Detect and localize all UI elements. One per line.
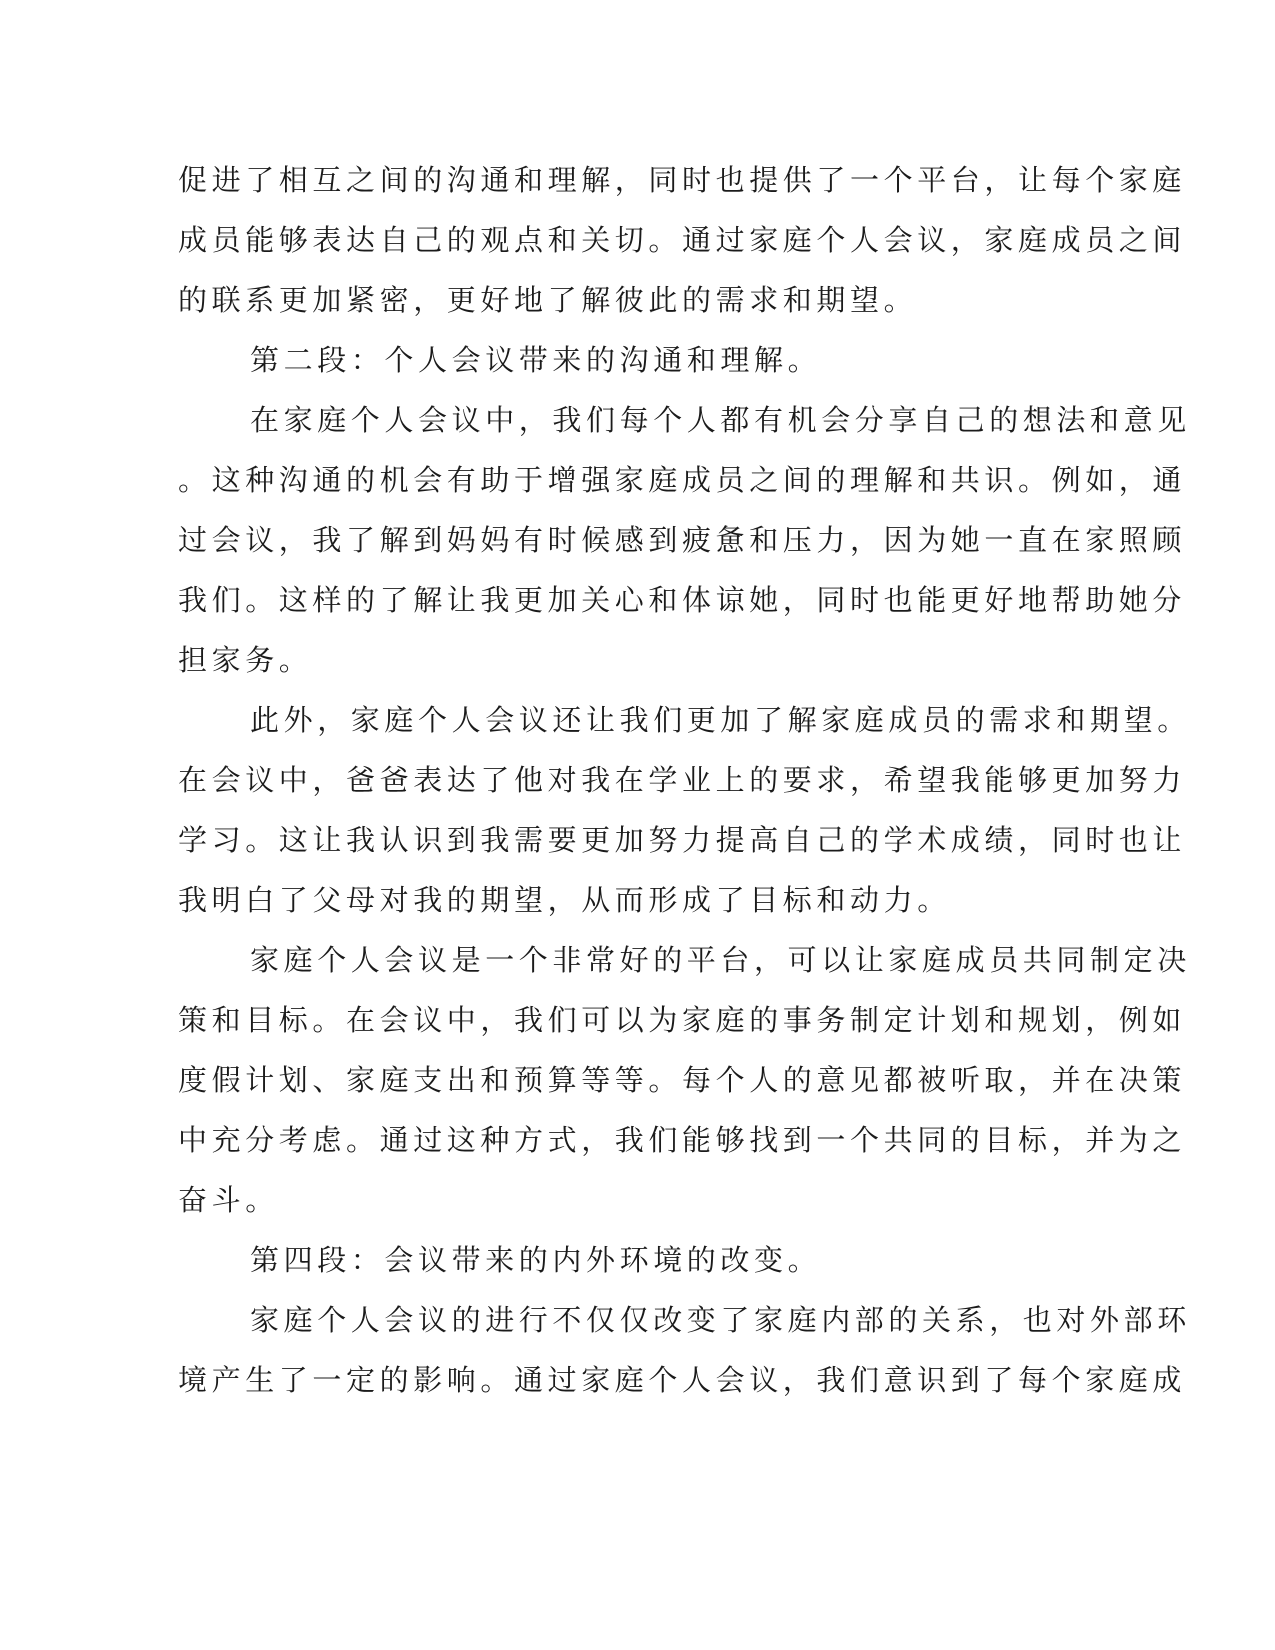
text-line: 学习。这让我认识到我需要更加努力提高自己的学术成绩，同时也让 [178,823,1187,857]
text-line: 在家庭个人会议中，我们每个人都有机会分享自己的想法和意见 [250,403,1191,437]
text-line: 第四段：会议带来的内外环境的改变。 [250,1243,822,1277]
paragraph [178,1290,1191,1410]
text-line: 家庭个人会议是一个非常好的平台，可以让家庭成员共同制定决 [250,943,1191,977]
text-line: 我明白了父母对我的期望，从而形成了目标和动力。 [178,883,951,917]
text-line: 担家务。 [178,643,313,677]
paragraph [178,390,1191,690]
document-body [178,150,1191,1410]
text-line: 境产生了一定的影响。通过家庭个人会议，我们意识到了每个家庭成 [178,1363,1187,1397]
text-line: 过会议，我了解到妈妈有时候感到疲惫和压力，因为她一直在家照顾 [178,523,1187,557]
text-line: 促进了相互之间的沟通和理解，同时也提供了一个平台，让每个家庭 [178,163,1187,197]
section-heading [178,1230,1058,1290]
text-line: 此外，家庭个人会议还让我们更加了解家庭成员的需求和期望。 [250,703,1191,737]
text-line: 家庭个人会议的进行不仅仅改变了家庭内部的关系，也对外部环 [250,1303,1191,1337]
paragraph [178,690,1191,930]
text-line: 策和目标。在会议中，我们可以为家庭的事务制定计划和规划，例如 [178,1003,1187,1037]
text-line: 成员能够表达自己的观点和关切。通过家庭个人会议，家庭成员之间 [178,223,1187,257]
paragraph [178,150,1187,330]
text-line: 。这种沟通的机会有助于增强家庭成员之间的理解和共识。例如，通 [178,463,1187,497]
text-line: 第二段：个人会议带来的沟通和理解。 [250,343,822,377]
text-line: 中充分考虑。通过这种方式，我们能够找到一个共同的目标，并为之 [178,1123,1187,1157]
text-line: 在会议中，爸爸表达了他对我在学业上的要求，希望我能够更加努力 [178,763,1187,797]
paragraph [178,930,1191,1230]
section-heading [178,330,1058,390]
text-line: 我们。这样的了解让我更加关心和体谅她，同时也能更好地帮助她分 [178,583,1187,617]
text-line: 奋斗。 [178,1183,279,1217]
text-line: 度假计划、家庭支出和预算等等。每个人的意见都被听取，并在决策 [178,1063,1187,1097]
text-line: 的联系更加紧密，更好地了解彼此的需求和期望。 [178,283,918,317]
